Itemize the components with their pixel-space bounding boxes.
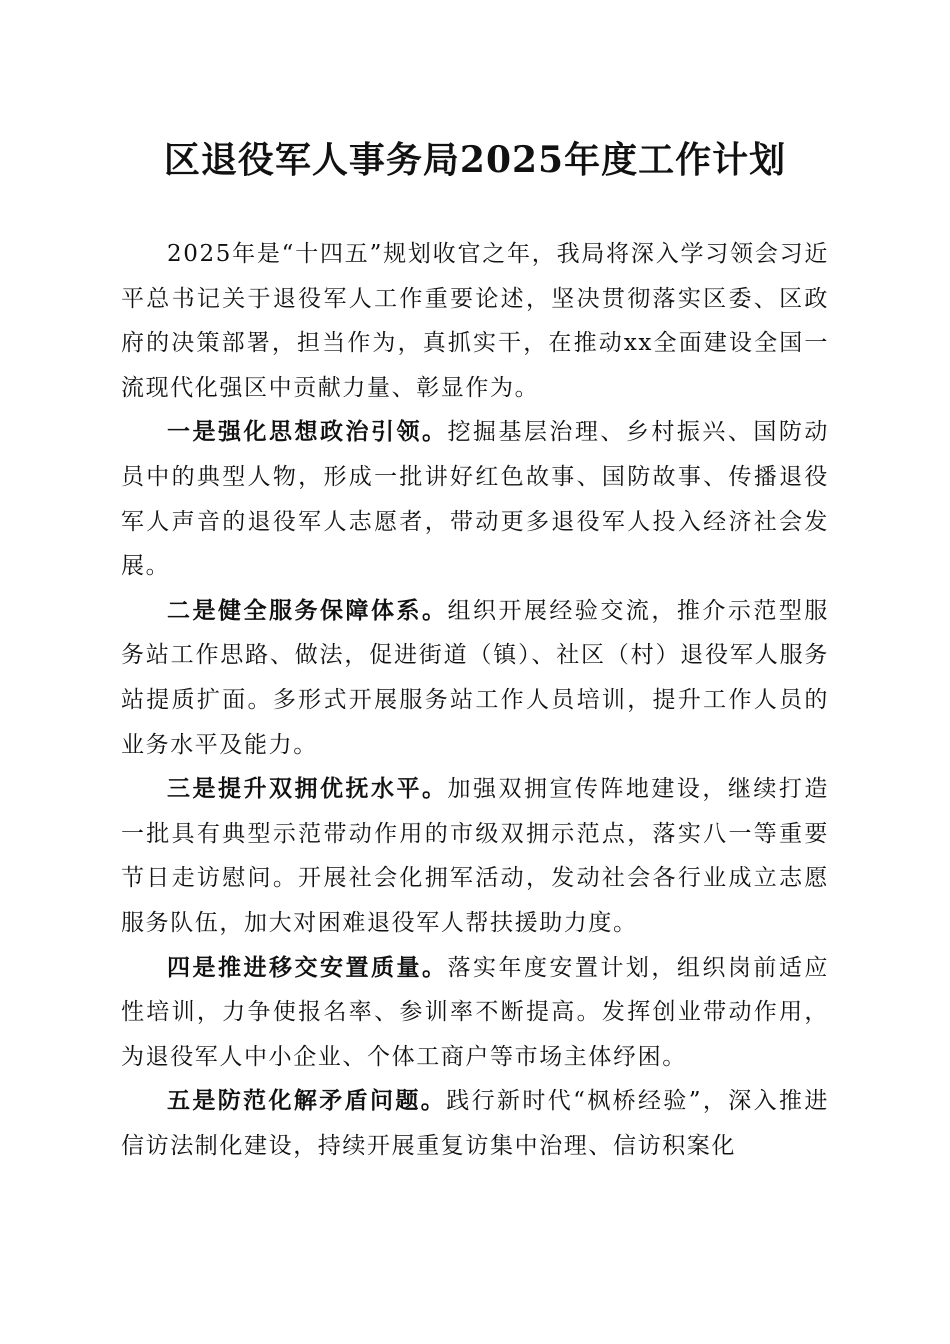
section-heading-2: 二是健全服务保障体系。	[167, 596, 448, 624]
document-title: 区退役军人事务局2025年度工作计划	[163, 139, 787, 181]
section-text-3: 加强双拥宣传阵地建设，继续打造一批具有典型示范带动作用的市级双拥示范点，落实八一等重要节日走访慰问。开展社会化拥军活动，发动社会各行业成立志愿服务队伍，加大对困难退役军人帮扶援助力度。	[121, 776, 829, 936]
section-paragraph-5	[121, 1079, 829, 1168]
section-paragraph-3	[121, 767, 829, 945]
intro-paragraph: 2025年是“十四五”规划收官之年，我局将深入学习领会习近平总书记关于退役军人工作重要论述，坚决贯彻落实区委、区政府的决策部署，担当作为，真抓实干，在推动xx全面建设全国一流现代化强区中贡献力量、彰显作为。	[121, 241, 829, 401]
section-text-2: 组织开展经验交流，推介示范型服务站工作思路、做法，促进街道（镇）、社区（村）退役军人服务站提质扩面。多形式开展服务站工作人员培训，提升工作人员的业务水平及能力。	[121, 597, 829, 758]
section-text-4: 落实年度安置计划，组织岗前适应性培训，力争使报名率、参训率不断提高。发挥创业带动作用，为退役军人中小企业、个体工商户等市场主体纾困。	[121, 954, 829, 1070]
section-heading-3: 三是提升双拥优抚水平。	[167, 775, 448, 803]
section-paragraph-4	[121, 946, 829, 1080]
section-text-5: 践行新时代“枫桥经验”，深入推进信访法制化建设，持续开展重复访集中治理、信访积案化	[121, 1088, 829, 1159]
section-paragraph-2	[121, 589, 829, 767]
section-heading-4: 四是推进移交安置质量。	[167, 953, 448, 981]
section-text-1: 挖掘基层治理、乡村振兴、国防动员中的典型人物，形成一批讲好红色故事、国防故事、传播退役军人声音的退役军人志愿者，带动更多退役军人投入经济社会发展。	[121, 419, 829, 580]
document-body	[121, 232, 829, 1168]
section-heading-5: 五是防范化解矛盾问题。	[167, 1087, 447, 1115]
section-paragraph-1	[121, 410, 829, 588]
section-heading-1: 一是强化思想政治引领。	[167, 418, 448, 446]
